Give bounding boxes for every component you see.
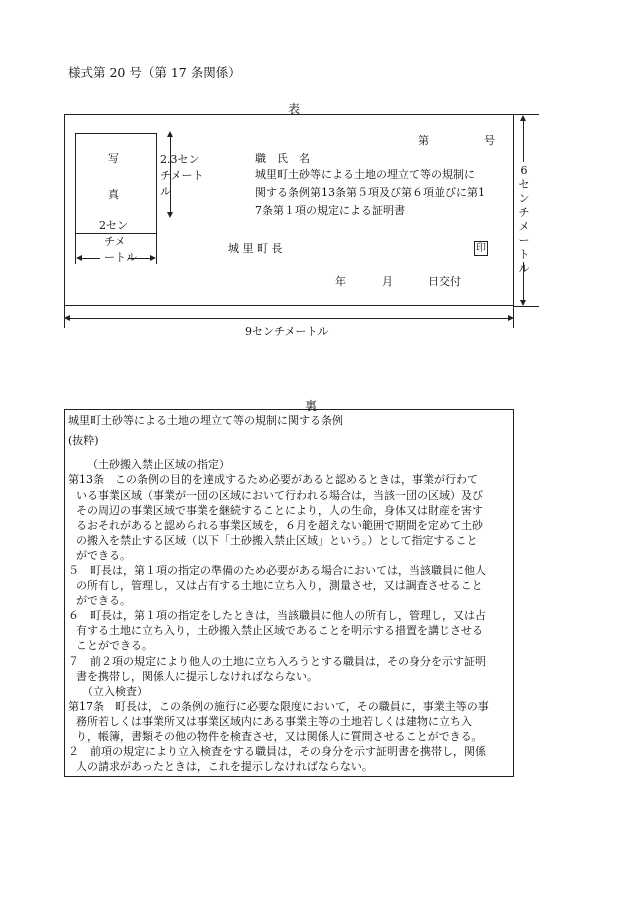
article-line: ２ 前項の規定により立入検査をする職員は，その身分を示す証明書を携帯し，関係 — [68, 745, 486, 758]
height-label — [517, 164, 531, 276]
article-line: ６ 町長は，第１項の指定をしたときは，当該職員に他人の所有し，管理し，又は占 — [68, 609, 486, 622]
article-line: ５ 町長は，第１項の指定の準備のため必要がある場合においては，当該職員に他人 — [68, 564, 486, 577]
photo-width-label-2: チメ — [104, 235, 126, 248]
height-label-char: ト — [518, 248, 530, 261]
article-line: その周辺の事業区域で事業を継続することにより，人の生命，身体又は財産を害す — [76, 504, 483, 517]
section-heading-1: （土砂搬入禁止区域の指定） — [87, 458, 230, 471]
article-line: ことができる。 — [76, 639, 153, 652]
arrow-right-icon — [150, 255, 156, 261]
photo-width-arrow-left-line — [80, 258, 100, 259]
arrow-left-icon — [64, 315, 70, 321]
height-guide-bottom — [514, 306, 539, 307]
seal-mark: 印 — [476, 243, 486, 254]
photo-height-label-1: 2.3セン — [160, 153, 200, 166]
article-line: ７ 前２項の規定により他人の土地に立ち入ろうとする職員は，その身分を示す証明 — [68, 655, 486, 668]
certificate-line-3: 7条第１項の規定による証明書 — [255, 204, 405, 217]
height-guide-top — [514, 114, 539, 115]
photo-width-label-3a: ートル — [104, 251, 137, 264]
arrow-up-icon — [520, 115, 526, 121]
height-arrow-top-line — [523, 120, 524, 162]
photo-height-label-3: ル — [160, 185, 171, 198]
width-label: 9センチメートル — [245, 325, 329, 338]
name-label: 職 氏 名 — [255, 152, 310, 165]
photo-label-2: 真 — [108, 188, 119, 201]
height-label-char: ン — [518, 192, 530, 205]
certificate-line-2: 関する条例第13条第５項及び第６項並びに第1 — [255, 186, 485, 199]
article-line: 有する土地に立ち入り，土砂搬入禁止区域であることを明示する措置を講じさせる — [76, 624, 483, 637]
number-label: 第 — [418, 134, 429, 147]
article-line: 第17条 町長は，この条例の施行に必要な限度において，その職員に，事業主等の事 — [68, 700, 489, 713]
article-line: の搬入を禁止する区域（以下「土砂搬入禁止区域」という。）として指定すること — [76, 534, 478, 547]
date-month: 月 — [382, 275, 393, 288]
arrow-up-icon — [167, 131, 173, 137]
height-label-char: ル — [518, 262, 530, 275]
height-label-char: メ — [518, 220, 530, 233]
arrow-down-icon — [520, 300, 526, 306]
law-title: 城里町土砂等による土地の埋立て等の規制に関する条例 — [68, 414, 343, 427]
photo-height-label-2: チメート — [160, 169, 204, 182]
photo-width-guide-right — [156, 234, 157, 264]
photo-label-1: 写 — [108, 152, 119, 165]
article-line: の所有し，管理し，又は占有する土地に立ち入り，測量させ，又は調査させること — [76, 579, 483, 592]
form-title: 様式第 20 号（第 17 条関係） — [68, 65, 241, 80]
height-label-char: チ — [518, 206, 530, 219]
arrow-right-icon — [508, 315, 514, 321]
date-year: 年 — [335, 275, 346, 288]
article-line: ができる。 — [76, 549, 131, 562]
article-line: 書を携帯し，関係人に提示しなければならない。 — [76, 670, 318, 683]
excerpt-label: (抜粋) — [68, 434, 99, 447]
width-arrow-line — [70, 318, 510, 319]
height-label-char: ー — [518, 234, 530, 247]
article-line: 人の請求があったときは，これを提示しなければならない。 — [76, 760, 373, 773]
article-line: いる事業区域（事業が一団の区域において行われる場合は，当該一団の区域）及び — [76, 489, 483, 502]
article-line: 第13条 この条例の目的を達成するため必要があると認めるときは，事業が行わて — [68, 473, 478, 486]
article-line: 務所若しくは事業所又は事業区域内にある事業主等の土地若しくは建物に立ち入 — [76, 715, 472, 728]
front-heading: 表 — [288, 102, 301, 116]
date-day: 日交付 — [428, 275, 461, 288]
arrow-down-icon — [167, 212, 173, 218]
height-label-char: セ — [518, 178, 530, 191]
article-line: ができる。 — [76, 594, 131, 607]
certificate-line-1: 城里町土砂等による土地の埋立て等の規制に — [255, 168, 475, 181]
mayor-title: 城 里 町 長 — [228, 242, 283, 255]
photo-width-label-1: 2セン — [99, 219, 128, 232]
article-line: り，帳簿，書類その他の物件を検査させ，又は関係人に質問させることができる。 — [76, 730, 483, 743]
number-suffix: 号 — [484, 134, 495, 147]
back-heading: 裏 — [305, 399, 318, 413]
article-line: るおそれがあると認められる事業区域を，６月を超えない範囲で期間を定めて土砂 — [76, 519, 483, 532]
arrow-left-icon — [76, 255, 82, 261]
section-heading-2: （立入検査） — [82, 685, 148, 698]
height-label-char: 6 — [520, 164, 528, 177]
